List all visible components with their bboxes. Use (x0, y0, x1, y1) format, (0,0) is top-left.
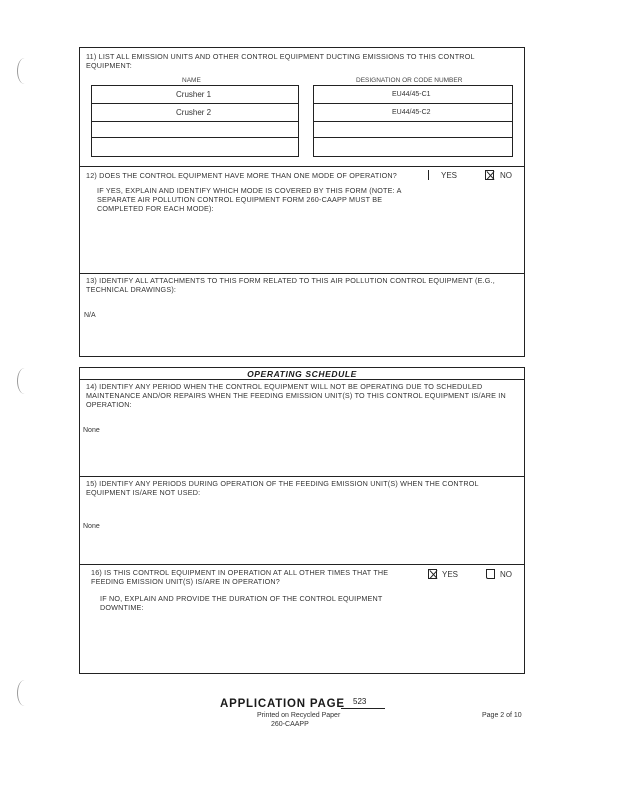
unit-name-1: Crusher 1 (176, 90, 212, 99)
page-number-underline (341, 708, 385, 709)
q12-no-checkbox[interactable] (485, 170, 494, 180)
binder-hole-mark (17, 680, 32, 706)
footer-page-of: Page 2 of 10 (482, 712, 522, 719)
unit-code-1: EU44/45-C1 (392, 91, 431, 98)
q14-text: 14) IDENTIFY ANY PERIOD WHEN THE CONTROL EQUIPMENT WILL NOT BE OPERATING DUE TO SCHEDULED MAINTENANCE AND/OR REPAIRS WHEN THE FEEDING EMISSION UNIT(S) TO THIS CONTROL EQUIPMENT IS/ARE IN OPERATION: (86, 382, 506, 409)
unit-name-cell (91, 121, 299, 137)
q12-no-label: NO (500, 171, 512, 180)
binder-hole-mark (17, 368, 32, 394)
q16-instructions: IF NO, EXPLAIN AND PROVIDE THE DURATION OF THE CONTROL EQUIPMENT DOWNTIME: (100, 594, 383, 612)
unit-code-cell (313, 137, 513, 157)
q16-no-checkbox[interactable] (486, 569, 495, 579)
designation-column-header: DESIGNATION OR CODE NUMBER (356, 77, 463, 84)
q16-yes-label: YES (442, 570, 459, 579)
q12-text: 12) DOES THE CONTROL EQUIPMENT HAVE MORE THAN ONE MODE OF OPERATION? (86, 171, 397, 180)
q11-text: 11) LIST ALL EMISSION UNITS AND OTHER CONTROL EQUIPMENT DUCTING EMISSIONS TO THIS CONTROL EQUIPMENT: (86, 52, 475, 70)
q12-yes-checkbox[interactable] (428, 170, 437, 180)
heading-divider (79, 379, 525, 380)
q13-answer: N/A (84, 312, 96, 319)
q12-yes-label: YES (441, 171, 458, 180)
name-column-header: NAME (182, 77, 201, 84)
unit-code-2: EU44/45-C2 (392, 109, 431, 116)
unit-name-2: Crusher 2 (176, 108, 212, 117)
section-q12 (79, 166, 525, 274)
footer-application-page-title: APPLICATION PAGE (220, 698, 345, 710)
operating-schedule-heading: OPERATING SCHEDULE (247, 369, 357, 379)
divider-q14-q15 (79, 476, 525, 477)
footer-page-number: 523 (353, 697, 367, 706)
divider-q15-q16 (79, 564, 525, 565)
q16-text: 16) IS THIS CONTROL EQUIPMENT IN OPERATION AT ALL OTHER TIMES THAT THE FEEDING EMISSION UNIT(S) IS/ARE IN OPERATION? (91, 568, 389, 586)
q13-text: 13) IDENTIFY ALL ATTACHMENTS TO THIS FORM RELATED TO THIS AIR POLLUTION CONTROL EQUIPMENT (E.G., TECHNICAL DRAWINGS): (86, 276, 495, 294)
unit-code-cell (313, 121, 513, 137)
footer-form-code: 260-CAAPP (271, 721, 309, 728)
unit-name-cell (91, 137, 299, 157)
q16-yes-checkbox[interactable] (428, 569, 437, 579)
section-operating-schedule (79, 367, 525, 674)
q15-answer: None (83, 523, 100, 530)
q16-no-label: NO (500, 570, 512, 579)
q12-instructions: IF YES, EXPLAIN AND IDENTIFY WHICH MODE IS COVERED BY THIS FORM (NOTE: A SEPARATE AIR POLLUTION CONTROL EQUIPMENT FORM 260-CAAPP MUST BE COMPLETED FOR EACH MODE): (97, 186, 402, 213)
q14-answer: None (83, 427, 100, 434)
footer-printed-on: Printed on Recycled Paper (257, 712, 341, 719)
q15-text: 15) IDENTIFY ANY PERIODS DURING OPERATION OF THE FEEDING EMISSION UNIT(S) WHEN THE CONTROL EQUIPMENT IS/ARE NOT USED: (86, 479, 479, 497)
binder-hole-mark (17, 58, 32, 84)
